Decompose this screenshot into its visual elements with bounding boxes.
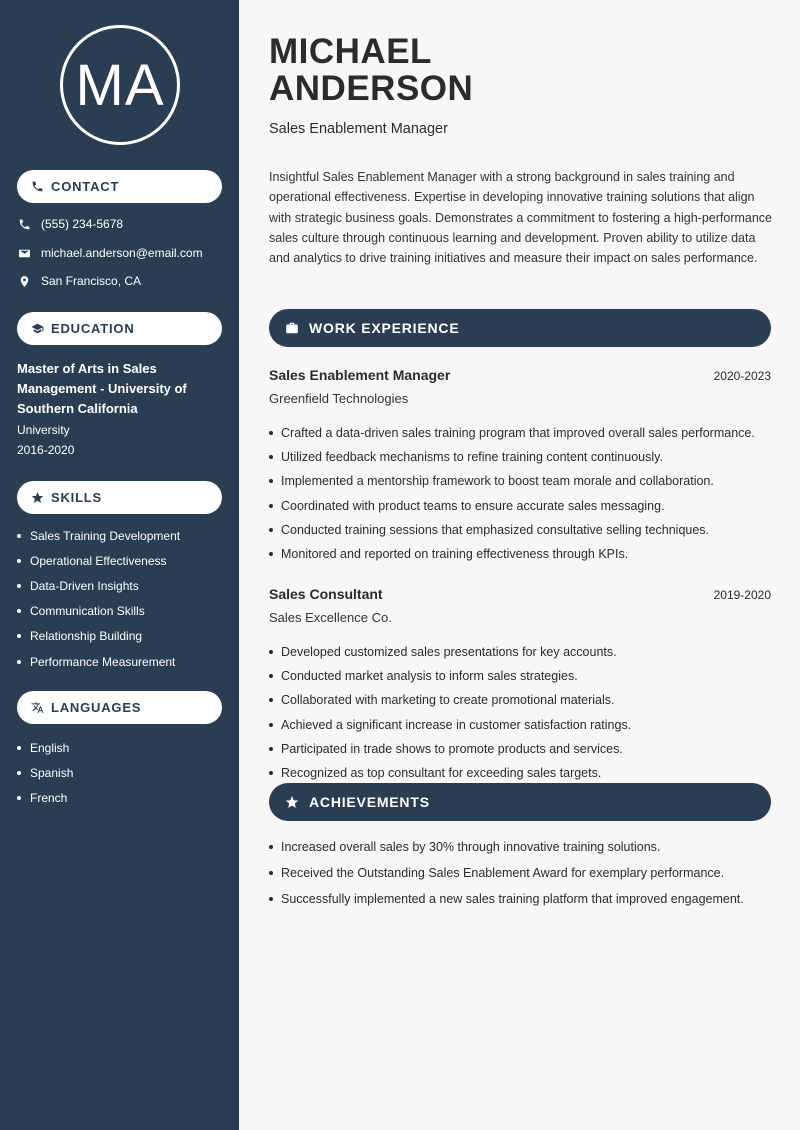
education-institution: University [17, 423, 70, 437]
job-years: 2020-2023 [713, 369, 771, 383]
list-item: Successfully implemented a new sales training platform that improved engagement. [269, 886, 774, 912]
list-item: Spanish [17, 760, 73, 785]
list-item: Coordinated with product teams to ensure accurate sales messaging. [269, 494, 774, 518]
contact-heading-label: CONTACT [51, 179, 120, 194]
achievements-heading [269, 783, 771, 821]
languages-list [17, 735, 73, 811]
list-item: Performance Measurement [17, 649, 180, 674]
job-role: Sales Consultant [269, 586, 383, 602]
briefcase-icon [285, 321, 299, 335]
star-icon [285, 795, 299, 809]
job-bullets [269, 640, 774, 785]
achievements-list [269, 834, 774, 912]
education-years: 2016-2020 [17, 443, 75, 457]
list-item: Received the Outstanding Sales Enablement Award for exemplary performance. [269, 860, 774, 886]
contact-phone [17, 217, 123, 231]
job-header [269, 367, 771, 383]
job-company: Greenfield Technologies [269, 391, 409, 406]
list-item: Sales Training Development [17, 523, 180, 548]
skills-heading-label: SKILLS [51, 490, 103, 505]
star-icon [31, 491, 44, 504]
languages-heading-label: LANGUAGES [51, 700, 142, 715]
list-item: Increased overall sales by 30% through innovative training solutions. [269, 834, 774, 860]
location-text: San Francisco, CA [41, 274, 142, 288]
sidebar [0, 0, 239, 1130]
list-item: Developed customized sales presentations for key accounts. [269, 640, 774, 664]
list-item: Achieved a significant increase in customer satisfaction ratings. [269, 713, 774, 737]
education-degree: Master of Arts in Sales Management - University of Southern California [17, 361, 187, 416]
list-item: Recognized as top consultant for exceeding sales targets. [269, 761, 774, 785]
work-experience-heading-label: WORK EXPERIENCE [309, 320, 460, 336]
work-experience-heading [269, 309, 771, 347]
contact-heading [17, 170, 222, 203]
list-item: English [17, 735, 73, 760]
translate-icon [31, 701, 44, 714]
education-heading [17, 312, 222, 345]
list-item: Conducted training sessions that emphasized consultative selling techniques. [269, 518, 774, 542]
phone-icon [31, 180, 44, 193]
job-header [269, 586, 771, 602]
skills-list [17, 523, 180, 674]
languages-heading [17, 691, 222, 724]
education-heading-label: EDUCATION [51, 321, 135, 336]
envelope-icon [17, 246, 31, 260]
contact-location [17, 274, 141, 288]
list-item: Monitored and reported on training effectiveness through KPIs. [269, 542, 774, 566]
list-item: Conducted market analysis to inform sales strategies. [269, 664, 774, 688]
job-company: Sales Excellence Co. [269, 610, 392, 625]
achievements-heading-label: ACHIEVEMENTS [309, 794, 430, 810]
list-item: Implemented a mentorship framework to boost team morale and collaboration. [269, 469, 774, 493]
list-item: French [17, 785, 73, 810]
profile-summary: Insightful Sales Enablement Manager with a strong background in sales training and operational effectiveness. Expertise in developing innovative training solutions that align with strategic business goals. Demonstrates a commitment to fostering a high-performance sales culture through continuous learning and development. Proven ability to utilize data and analytics to drive training initiatives and measure their impact on sales performance. [269, 170, 773, 266]
map-pin-icon [17, 274, 31, 288]
email-text: michael.anderson@email.com [41, 246, 203, 260]
candidate-title: Sales Enablement Manager [269, 121, 448, 137]
main-content [239, 0, 800, 1130]
list-item: Data-Driven Insights [17, 573, 180, 598]
skills-heading [17, 481, 222, 514]
job-years: 2019-2020 [713, 588, 771, 602]
monogram-avatar: MA [60, 25, 180, 145]
phone-text: (555) 234-5678 [41, 217, 124, 231]
contact-email [17, 246, 203, 260]
list-item: Communication Skills [17, 599, 180, 624]
list-item: Participated in trade shows to promote products and services. [269, 737, 774, 761]
list-item: Utilized feedback mechanisms to refine training content continuously. [269, 445, 774, 469]
phone-icon [17, 217, 31, 231]
graduation-cap-icon [31, 322, 44, 335]
job-bullets [269, 421, 774, 566]
last-name: ANDERSON [269, 69, 474, 108]
list-item: Crafted a data-driven sales training program that improved overall sales performance. [269, 421, 774, 445]
candidate-name [269, 33, 473, 107]
job-role: Sales Enablement Manager [269, 367, 451, 383]
list-item: Operational Effectiveness [17, 548, 180, 573]
list-item: Relationship Building [17, 624, 180, 649]
first-name: MICHAEL [269, 32, 432, 71]
list-item: Collaborated with marketing to create promotional materials. [269, 688, 774, 712]
